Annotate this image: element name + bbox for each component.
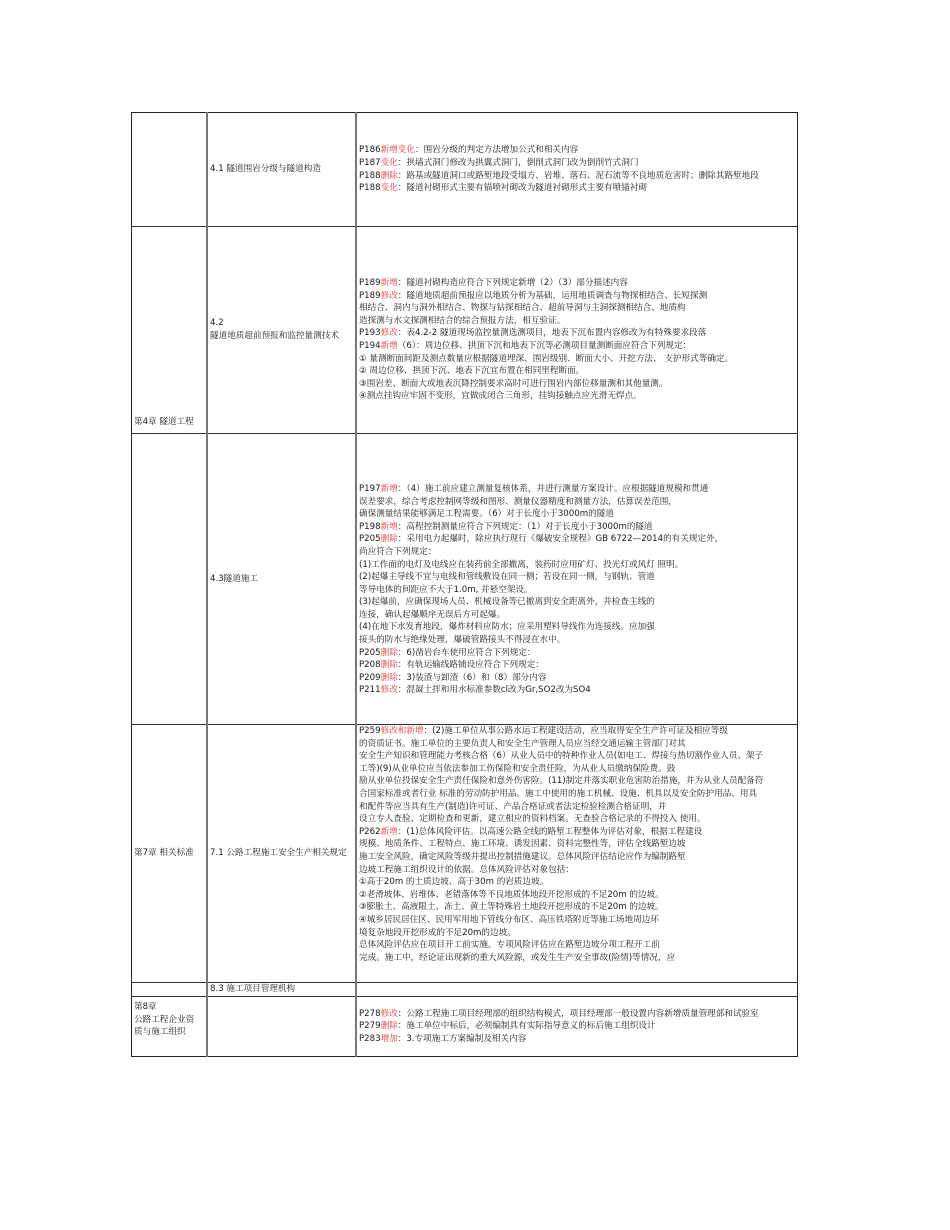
change-text: 和配件等应当具有生产(制造)许可证、产品合格证或者法定检验检测合格证明，并 bbox=[359, 801, 667, 812]
change-line bbox=[359, 559, 795, 572]
change-text: ③膨胀土、高液限土、冻土、黄土等特殊岩土地段开挖形成的不足20m 的边坡。 bbox=[359, 902, 664, 913]
change-type-tag: 修改 bbox=[380, 328, 398, 339]
change-text: ：3)装渣与卸渣（6）和（8）部分内容 bbox=[397, 672, 547, 683]
change-line bbox=[359, 672, 795, 685]
page-ref: P193 bbox=[359, 328, 381, 339]
change-line bbox=[359, 914, 795, 927]
page-ref: P189 bbox=[359, 290, 381, 301]
chapter-cell bbox=[132, 725, 208, 983]
section-title: 隧道地质超前预报和监控量测技术 bbox=[210, 331, 339, 341]
section-cell bbox=[207, 983, 356, 997]
change-text: ④测点挂钩应牢固不变形，宜做成闭合三角形，挂钩接触点应光滑无焊点。 bbox=[359, 391, 642, 402]
change-text: 连接，确认起爆顺序无误后方可起爆。 bbox=[359, 609, 506, 620]
change-line bbox=[359, 290, 795, 303]
change-text: 的资质证书。施工单位的主要负责人和安全生产管理人员应当经交通运输主管部门对其 bbox=[359, 738, 686, 749]
page-ref: P198 bbox=[359, 521, 381, 532]
change-line bbox=[359, 634, 795, 647]
change-type-tag: 删除 bbox=[380, 647, 398, 658]
change-line bbox=[359, 302, 795, 315]
change-type-tag: 新增变化 bbox=[380, 145, 415, 156]
chapter-title: 第7章 相关标准 bbox=[134, 848, 194, 859]
change-text: ：施工单位中标后，必须编制具有实际指导意义的标后施工组织设计 bbox=[397, 1021, 656, 1032]
change-text: 规模、地质条件、工程特点、施工环境、诱发因素、资料完整性等，评估全线路堑边坡 bbox=[359, 839, 686, 850]
change-text: 施工安全风险，确定风险等级并提出控制措施建议。总体风险评估结论应作为编制路堑 bbox=[359, 851, 686, 862]
section-title: 4.1 隧道围岩分级与隧道构造 bbox=[210, 164, 321, 175]
change-text: ：表4.2-2 隧道现场监控量测选测项目，地表下沉布置内容修改为有特殊要求段落 bbox=[397, 328, 707, 339]
page-ref: P211 bbox=[359, 685, 381, 696]
change-line bbox=[359, 378, 795, 391]
change-text: ：（4）施工前应建立测量复核体系，并进行测量方案设计。应根据隧道规模和贯通 bbox=[397, 483, 709, 494]
change-line bbox=[359, 315, 795, 328]
change-text: 误差要求，综合考虑控制网等级和图形、测量仪器精度和测量方法，估算误差范围， bbox=[359, 496, 677, 507]
change-text: ：围岩分级的判定方法增加公式和相关内容 bbox=[414, 145, 579, 156]
change-text: 工等)(9)从业单位应当依法参加工伤保险和安全责任险，为从业人员缴纳保险费。鼓 bbox=[359, 763, 676, 774]
change-line bbox=[359, 182, 795, 195]
change-text: 确保测量结果能够满足工程需要。（6）对于长度小于3000m的隧道 bbox=[359, 509, 614, 520]
change-line bbox=[359, 952, 795, 965]
change-type-tag: 修改 bbox=[380, 290, 398, 301]
change-text: 边坡工程施工组织设计的依据。总体风险评估对象包括： bbox=[359, 864, 574, 875]
change-type-tag: 删除 bbox=[380, 170, 398, 181]
change-line bbox=[359, 647, 795, 660]
change-type-tag: 新增 bbox=[380, 483, 398, 494]
change-type-tag: 变化 bbox=[380, 183, 398, 194]
change-line bbox=[359, 901, 795, 914]
change-text: ：采用电力起爆时，除应执行现行《爆破安全规程》GB 6722—2014的有关规定外， bbox=[397, 534, 724, 545]
change-text: ：隧道地质超前预报应以地质分析为基础，运用地质调查与物探相结合、长短探测 bbox=[397, 290, 708, 301]
change-text: ：(1)总体风险评估。以高速公路全线的路堑工程整体为评估对象，根据工程建设 bbox=[397, 826, 703, 837]
change-text: ：公路工程施工项目经理部的组织结构模式，项目经理部一般设置内容新增质量管理部和试验室 bbox=[397, 1008, 759, 1019]
chapter-cell bbox=[132, 983, 208, 997]
change-line bbox=[359, 521, 795, 534]
change-type-tag: 新增 bbox=[380, 826, 398, 837]
chapter-cell bbox=[132, 227, 208, 434]
change-type-tag: 删除 bbox=[380, 660, 398, 671]
change-type-tag: 删除 bbox=[380, 1021, 398, 1032]
table-row bbox=[132, 227, 798, 434]
change-text: 接头的防水与绝缘处理，爆破管路接头不得浸在水中。 bbox=[359, 635, 566, 646]
page-ref: P187 bbox=[359, 157, 381, 168]
chapter-cell bbox=[132, 113, 208, 227]
page-ref: P186 bbox=[359, 145, 381, 156]
change-text: ③围岩差、断面大或地表沉降控制要求高时可进行围岩内部位移量测和其他量测。 bbox=[359, 378, 668, 389]
change-line bbox=[359, 327, 795, 340]
change-type-tag: 增加 bbox=[380, 1033, 398, 1044]
page-ref: P205 bbox=[359, 534, 381, 545]
change-text: 合国家标准或者行业 标准的劳动防护用品。施工中使用的施工机械、设施、机具以及安全防护用品、用具 bbox=[359, 788, 758, 799]
change-line bbox=[359, 763, 795, 776]
page-ref: P205 bbox=[359, 647, 381, 658]
page-ref: P189 bbox=[359, 278, 381, 289]
change-line bbox=[359, 826, 795, 839]
change-line bbox=[359, 1008, 795, 1021]
change-line bbox=[359, 144, 795, 157]
change-line bbox=[359, 927, 795, 940]
change-type-tag: 删除 bbox=[380, 672, 398, 683]
table-row bbox=[132, 983, 798, 997]
change-line bbox=[359, 838, 795, 851]
chapter-cell bbox=[132, 997, 208, 1057]
change-text: 境复杂地段开挖形成的不足20m的边坡。 bbox=[359, 927, 516, 938]
change-text: ②老滑坡体、岩堆体、老错落体等不良地质体地段开挖形成的不足20m 的边坡。 bbox=[359, 889, 664, 900]
section-cell bbox=[207, 227, 356, 434]
chapter-title-line: 第8章 bbox=[134, 1002, 157, 1012]
change-type-tag: 修改 bbox=[380, 685, 398, 696]
change-text: 励从业单位投保安全生产责任保险和意外伤害险。(11)制定并落实职业危害防治措施，并为从业人员配备符 bbox=[359, 776, 764, 787]
section-cell bbox=[207, 434, 356, 725]
change-text: ：高程控制测量应符合下列规定：（1）对于长度小于3000m的隧道 bbox=[397, 521, 653, 532]
change-text: 完成。施工中，经论证出现新的重大风险源，或发生生产安全事故(险情)等情况，应 bbox=[359, 952, 676, 963]
change-line bbox=[359, 584, 795, 597]
change-text: 等导电体的间距应不大于1.0m, 并悬空架设。 bbox=[359, 584, 533, 595]
page-ref: P283 bbox=[359, 1033, 381, 1044]
section-cell bbox=[207, 997, 356, 1057]
change-line bbox=[359, 939, 795, 952]
change-type-tag: 新增 bbox=[380, 521, 398, 532]
change-line bbox=[359, 340, 795, 353]
change-line bbox=[359, 738, 795, 751]
chapter-title-line: 公路工程企业资 bbox=[134, 1014, 195, 1025]
change-text: ④城乡居民居住区、民用军用地下管线分布区、高压铁塔附近等施工场地周边环 bbox=[359, 914, 659, 925]
change-line bbox=[359, 889, 795, 902]
change-type-tag: 修改和新增 bbox=[380, 726, 424, 736]
section-title: 7.1 公路工程施工安全生产相关规定 bbox=[210, 848, 347, 859]
page-ref: P194 bbox=[359, 341, 381, 351]
change-line bbox=[359, 277, 795, 290]
change-content-cell bbox=[356, 227, 798, 434]
change-line bbox=[359, 684, 795, 697]
section-title: 8.3 施工项目管理机构 bbox=[210, 984, 296, 995]
change-text: (2)起爆主导线不宜与电线和管线敷设在同一侧；若设在同一侧，与钢轨、管道 bbox=[359, 572, 655, 583]
change-text: ：有轨运输线路铺设应符合下列规定： bbox=[397, 660, 544, 671]
change-line bbox=[359, 365, 795, 378]
change-line bbox=[359, 775, 795, 788]
table-row bbox=[132, 434, 798, 725]
change-line bbox=[359, 864, 795, 877]
change-text: ：隧道衬砌形式主要有锚喷衬砌改为隧道衬砌形式主要有喷锚衬砌 bbox=[397, 183, 648, 194]
change-line bbox=[359, 353, 795, 366]
table-row bbox=[132, 997, 798, 1057]
change-text: 安全生产知识和管理能力考核合格（6）从业人员中的特种作业人员(如电工、焊接与热切割作业人员、架子 bbox=[359, 751, 764, 762]
page-ref: P262 bbox=[359, 826, 381, 837]
change-text: 设立专人查验、定期检查和更新，建立相应的资料档案。无查验合格记录的不得投入 使用。 bbox=[359, 814, 706, 825]
change-line bbox=[359, 725, 795, 738]
change-summary-table bbox=[131, 112, 798, 1057]
change-line bbox=[359, 851, 795, 864]
change-line bbox=[359, 496, 795, 509]
change-text: 尚应符合下列规定： bbox=[359, 546, 437, 557]
page-ref: P208 bbox=[359, 660, 381, 671]
change-text: ：路基或隧道洞口或路堑地段受塌方、岩堆、落石、泥石流等不良地质危害时；删除其路堑地段 bbox=[397, 170, 759, 181]
change-content-cell bbox=[356, 983, 798, 997]
change-content-cell bbox=[356, 434, 798, 725]
change-line bbox=[359, 659, 795, 672]
change-content-cell bbox=[356, 113, 798, 227]
change-line bbox=[359, 788, 795, 801]
change-content-cell bbox=[356, 997, 798, 1057]
change-text: ：拱墙式洞门修改为拱翼式洞门，倒削式洞门改为倒削竹式洞门 bbox=[397, 157, 639, 168]
page-ref: P279 bbox=[359, 1021, 381, 1032]
change-text: ：(2)施工单位从事公路水运工程建设活动，应当取得安全生产许可证及相应等级 bbox=[423, 726, 728, 736]
change-line bbox=[359, 571, 795, 584]
change-text: ：3.专项施工方案编制及相关内容 bbox=[397, 1033, 527, 1044]
change-line bbox=[359, 813, 795, 826]
change-line bbox=[359, 621, 795, 634]
page-ref: P188 bbox=[359, 183, 381, 194]
change-text: (1)工作面的电灯及电线应在装药前全部撤离，装药时应用矿灯、投光灯或风灯 照明。 bbox=[359, 559, 684, 570]
table-row bbox=[132, 725, 798, 983]
change-line bbox=[359, 596, 795, 609]
change-text: 相结合、洞内与洞外相结合、物探与钻探相结合、超前导洞与主洞探测相结合、地质构 bbox=[359, 303, 686, 314]
change-line bbox=[359, 483, 795, 496]
change-text: ：隧道衬砌构造应符合下列规定新增（2）（3）部分描述内容 bbox=[397, 278, 628, 289]
change-line bbox=[359, 1020, 795, 1033]
change-line bbox=[359, 1033, 795, 1046]
table-row bbox=[132, 113, 798, 227]
change-text: ① 量测断面间距及测点数量应根据隧道埋深、围岩级别、断面大小、开挖方法、 支护形式等确定。 bbox=[359, 353, 734, 364]
change-text: 造探测与水文探测相结合的综合预报方法，相互验证。 bbox=[359, 315, 566, 326]
change-line bbox=[359, 533, 795, 546]
change-text: (3)起爆前，应确保现场人员、机械设备等已撤离到安全距离外，并检查主线的 bbox=[359, 597, 655, 608]
page-ref: P197 bbox=[359, 483, 381, 494]
page-ref: P259 bbox=[359, 726, 381, 736]
chapter-cell bbox=[132, 434, 208, 725]
page-ref: P188 bbox=[359, 170, 381, 181]
change-type-tag: 修改 bbox=[380, 1008, 398, 1019]
change-line bbox=[359, 801, 795, 814]
change-type-tag: 新增 bbox=[380, 278, 398, 289]
change-type-tag: 删除 bbox=[380, 534, 398, 545]
section-cell bbox=[207, 725, 356, 983]
change-line bbox=[359, 508, 795, 521]
section-title: 4.3隧道施工 bbox=[210, 573, 259, 584]
change-text: ：6)凿岩台车使用应符合下列规定： bbox=[397, 647, 536, 658]
page-ref: P278 bbox=[359, 1008, 381, 1019]
change-text: （6）：周边位移、拱顶下沉和地表下沉等必测项目量测断面应符合下列规定： bbox=[397, 341, 692, 351]
change-text: 总体风险评估应在项目开工前实施。专项风险评估应在路堑边坡分项工程开工前 bbox=[359, 940, 660, 951]
change-text: ：混凝土拌和用水标准参数cl改为Gr,SO2改为SO4 bbox=[397, 685, 591, 696]
change-type-tag: 新增 bbox=[380, 341, 398, 351]
change-type-tag: 变化 bbox=[380, 157, 398, 168]
change-text: ② 周边位移、拱顶下沉、地表下沉宜布置在相同里程断面。 bbox=[359, 366, 585, 377]
section-title: 4.2 bbox=[210, 318, 224, 329]
chapter-title-line: 质与施工组织 bbox=[134, 1027, 186, 1038]
change-line bbox=[359, 546, 795, 559]
change-line bbox=[359, 390, 795, 403]
change-content-cell bbox=[356, 725, 798, 983]
change-text: (4)在地下水发育地段，爆炸材料应防水；应采用塑料导线作为连接线。应加强 bbox=[359, 622, 655, 633]
change-line bbox=[359, 157, 795, 170]
page-ref: P209 bbox=[359, 672, 381, 683]
change-text: ①高于20m 的土质边坡、高于30m 的岩质边坡。 bbox=[359, 877, 549, 888]
section-cell bbox=[207, 113, 356, 227]
chapter-title: 第4章 隧道工程 bbox=[134, 417, 194, 428]
change-line bbox=[359, 609, 795, 622]
change-line bbox=[359, 876, 795, 889]
change-line bbox=[359, 170, 795, 183]
change-line bbox=[359, 750, 795, 763]
